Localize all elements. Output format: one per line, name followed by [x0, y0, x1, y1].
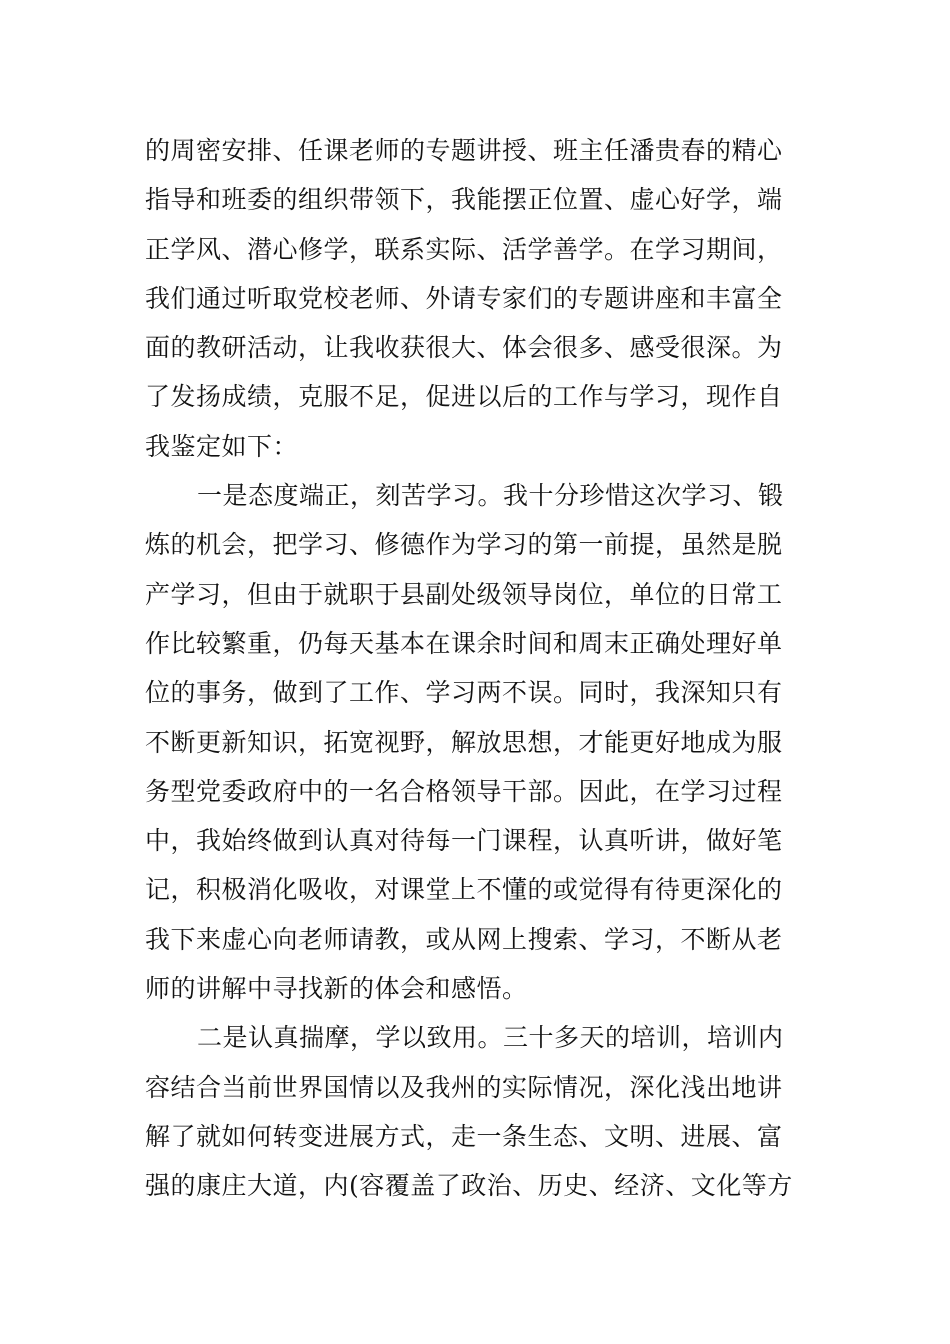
text-line: 我鉴定如下： [145, 431, 299, 461]
text-line: 解了就如何转变进展方式，走一条生态、文明、进展、富 [145, 1121, 783, 1151]
text-line: 我们通过听取党校老师、外请专家们的专题讲座和丰富全 [145, 283, 783, 313]
text-line: 记，积极消化吸收，对课堂上不懂的或觉得有待更深化的 [145, 875, 783, 905]
text-line: 我下来虚心向老师请教，或从网上搜索、学习，不断从老 [145, 924, 783, 954]
text-line: 容结合当前世界国情以及我州的实际情况，深化浅出地讲 [145, 1072, 783, 1102]
text-line: 作比较繁重，仍每天基本在课余时间和周末正确处理好单 [145, 628, 783, 658]
text-line: 中，我始终做到认真对待每一门课程，认真听讲，做好笔 [145, 826, 783, 856]
text-line: 炼的机会，把学习、修德作为学习的第一前提，虽然是脱 [145, 530, 783, 560]
text-line: 正学风、潜心修学，联系实际、活学善学。在学习期间， [145, 234, 783, 264]
text-line: 师的讲解中寻找新的体会和感悟。 [145, 974, 528, 1004]
paragraph-first-line: 二是认真揣摩，学以致用。三十多天的培训，培训内 [197, 1023, 784, 1053]
text-line: 产学习，但由于就职于县副处级领导岗位，单位的日常工 [145, 579, 783, 609]
document-body [145, 126, 845, 1211]
text-line: 不断更新知识，拓宽视野，解放思想，才能更好地成为服 [145, 727, 783, 757]
paragraph-first-line: 一是态度端正，刻苦学习。我十分珍惜这次学习、锻 [197, 481, 784, 511]
text-line: 了发扬成绩，克服不足，促进以后的工作与学习，现作自 [145, 382, 783, 412]
text-line: 的周密安排、任课老师的专题讲授、班主任潘贵春的精心 [145, 136, 783, 165]
text-line: 务型党委政府中的一名合格领导干部。因此，在学习过程 [145, 776, 783, 806]
text-line: 面的教研活动，让我收获很大、体会很多、感受很深。为 [145, 333, 783, 363]
text-line: 强的康庄大道，内(容覆盖了政治、历史、经济、文化等方 [145, 1171, 793, 1201]
text-line: 位的事务，做到了工作、学习两不误。同时，我深知只有 [145, 678, 783, 708]
text-line: 指导和班委的组织带领下，我能摆正位置、虚心好学，端 [145, 185, 783, 215]
